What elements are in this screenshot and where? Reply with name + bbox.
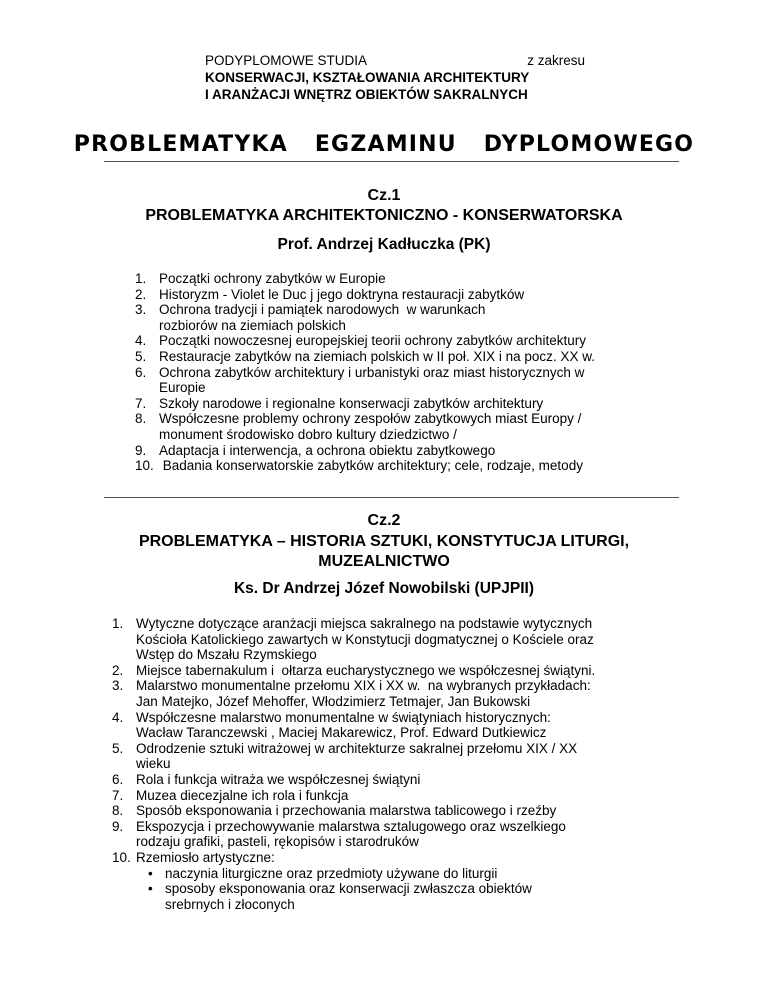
list-item xyxy=(135,333,695,349)
header-line1-right: z zakresu xyxy=(527,53,585,68)
section1-heading: PROBLEMATYKA ARCHITEKTONICZNO - KONSERWATORSKA xyxy=(145,207,623,224)
list-item-text: Wacław Taranczewski , Maciej Makarewicz, Prof. Edward Dutkiewicz xyxy=(136,725,547,741)
list-item-number: 1. xyxy=(112,616,124,631)
list-item-text: rozbiorów na ziemiach polskich xyxy=(159,317,346,333)
list-item-number: 2. xyxy=(112,662,124,678)
list-item-text: monument środowisko dobro kultury dziedzictwo / xyxy=(159,426,457,442)
list-item-text: Adaptacja i interwencja, a ochrona obiektu zabytkowego xyxy=(159,442,496,458)
list-item-text: Współczesne problemy ochrony zespołów zabytkowych miast Europy / xyxy=(159,411,582,427)
list-item-number: 7. xyxy=(112,787,124,803)
header-line3: I ARANŻACJI WNĘTRZ OBIEKTÓW SAKRALNYCH xyxy=(205,87,528,102)
bullet-text: sposoby eksponowania oraz konserwacji zwłaszcza obiektów xyxy=(165,881,532,897)
list-item-text: Historyzm - Violet le Duc j jego doktryna restauracji zabytków xyxy=(159,286,525,302)
bullet-icon: • xyxy=(148,865,153,881)
list-item-text: Malarstwo monumentalne przełomu XIX i XX w. na wybranych przykładach: xyxy=(136,678,591,694)
bullet-icon: • xyxy=(148,881,153,897)
list-item xyxy=(135,443,695,459)
list-item-number: 5. xyxy=(112,740,124,756)
list-item-number: 9. xyxy=(135,442,147,458)
list-item-text: Restauracje zabytków na ziemiach polskich w II poł. XIX i na pocz. XX w. xyxy=(159,348,595,364)
list-item-number: 3. xyxy=(135,302,147,318)
list-item xyxy=(112,819,692,850)
list-item-number: 6. xyxy=(112,771,124,787)
list-item-text: Wstęp do Mszału Rzymskiego xyxy=(136,647,317,663)
list-item xyxy=(135,411,695,442)
list-item-text: Ochrona zabytków architektury i urbanistyki oraz miast historycznych w xyxy=(159,364,585,380)
section-divider xyxy=(104,497,679,498)
list-item xyxy=(135,396,695,412)
list-item-text: Jan Matejko, Józef Mehoffer, Włodzimierz Tetmajer, Jan Bukowski xyxy=(136,693,531,709)
list-item-text: Rola i funkcja witraża we współczesnej świątyni xyxy=(136,771,421,787)
list-item xyxy=(135,365,695,396)
list-item xyxy=(112,616,692,663)
list-item xyxy=(112,803,692,819)
section2-heading-line1: PROBLEMATYKA – HISTORIA SZTUKI, KONSTYTUCJA LITURGI, xyxy=(138,533,630,550)
list-item-text: Muzea diecezjalne ich rola i funkcja xyxy=(136,787,349,803)
title-divider xyxy=(104,161,679,162)
list-item-number: 8. xyxy=(135,411,147,427)
list-item-text: Wytyczne dotyczące aranżacji miejsca sakralnego na podstawie wytycznych xyxy=(136,616,593,631)
bullet-item xyxy=(148,866,692,882)
list-item-number: 8. xyxy=(112,803,124,819)
list-item-number: 7. xyxy=(135,395,147,411)
list-item-number: 2. xyxy=(135,286,147,302)
list-item-text: Początki nowoczesnej europejskiej teorii ochrony zabytków architektury xyxy=(159,333,586,349)
list-item-text: Rzemiosło artystyczne: xyxy=(136,849,275,865)
list-item-text: rodzaju grafiki, pasteli, rękopisów i starodruków xyxy=(136,834,419,850)
header-line1-left: PODYPLOMOWE STUDIA xyxy=(205,53,368,68)
list-item-number: 3. xyxy=(112,678,124,694)
list-item-text: Ekspozycja i przechowywanie malarstwa sztalugowego oraz wszelkiego xyxy=(136,818,566,834)
list-item-text: Kościoła Katolickiego zawartych w Konstytucji dogmatycznej o Kościele oraz xyxy=(136,631,594,647)
list-item-text: Odrodzenie sztuki witrażowej w architekturze sakralnej przełomu XIX / XX xyxy=(136,740,578,756)
bullet-text: naczynia liturgiczne oraz przedmioty używane do liturgii xyxy=(165,865,498,881)
list-item-text: wieku xyxy=(136,756,171,772)
list-item-number: 4. xyxy=(112,709,124,725)
list-item xyxy=(112,788,692,804)
list-item-number: 6. xyxy=(135,364,147,380)
bullet-text: srebrnych i złoconych xyxy=(165,896,295,912)
program-header xyxy=(205,52,585,103)
section1-author: Prof. Andrzej Kadłuczka (PK) xyxy=(277,236,491,253)
header-line2: KONSERWACJI, KSZTAŁOWANIA ARCHITEKTURY xyxy=(205,70,530,85)
list-item xyxy=(135,349,695,365)
list-item-text: Współczesne malarstwo monumentalne w świątyniach historycznych: xyxy=(136,709,551,725)
bullet-item xyxy=(148,881,692,912)
list-item-number: 1. xyxy=(135,271,147,286)
section2-author: Ks. Dr Andrzej Józef Nowobilski (UPJPII) xyxy=(233,580,534,597)
section2-topic-list xyxy=(112,616,692,912)
list-item xyxy=(112,850,692,912)
page-title: PROBLEMATYKA EGZAMINU DYPLOMOWEGO xyxy=(73,132,695,157)
list-item-number: 10. xyxy=(112,849,131,865)
list-item-number: 5. xyxy=(135,348,147,364)
section2-heading-line2: MUZEALNICTWO xyxy=(318,553,450,570)
section1-topic-list xyxy=(135,271,695,474)
list-item xyxy=(112,663,692,679)
list-item-text: Miejsce tabernakulum i ołtarza eucharystycznego we współczesnej świątyni. xyxy=(136,662,596,678)
list-item xyxy=(135,302,695,333)
section2-part: Cz.2 xyxy=(367,512,401,529)
list-item-text: Początki ochrony zabytków w Europie xyxy=(159,271,386,286)
section1-part: Cz.1 xyxy=(367,187,401,204)
list-item xyxy=(135,287,695,303)
list-item-number: 10. xyxy=(135,458,154,474)
list-item xyxy=(112,678,692,709)
list-item-text: Sposób eksponowania i przechowania malarstwa tablicowego i rzeźby xyxy=(136,803,557,819)
list-item-text: Ochrona tradycji i pamiątek narodowych w warunkach xyxy=(159,302,486,318)
list-item-text: Europie xyxy=(159,380,206,396)
list-item xyxy=(112,710,692,741)
list-item xyxy=(135,271,695,287)
list-item xyxy=(112,772,692,788)
list-item xyxy=(112,741,692,772)
list-item-text: Szkoły narodowe i regionalne konserwacji zabytków architektury xyxy=(159,395,544,411)
crafts-bullet-list xyxy=(112,866,692,913)
list-item-number: 4. xyxy=(135,333,147,349)
list-item-text: Badania konserwatorskie zabytków architektury; cele, rodzaje, metody xyxy=(159,458,583,474)
list-item-number: 9. xyxy=(112,818,124,834)
list-item xyxy=(135,458,695,474)
